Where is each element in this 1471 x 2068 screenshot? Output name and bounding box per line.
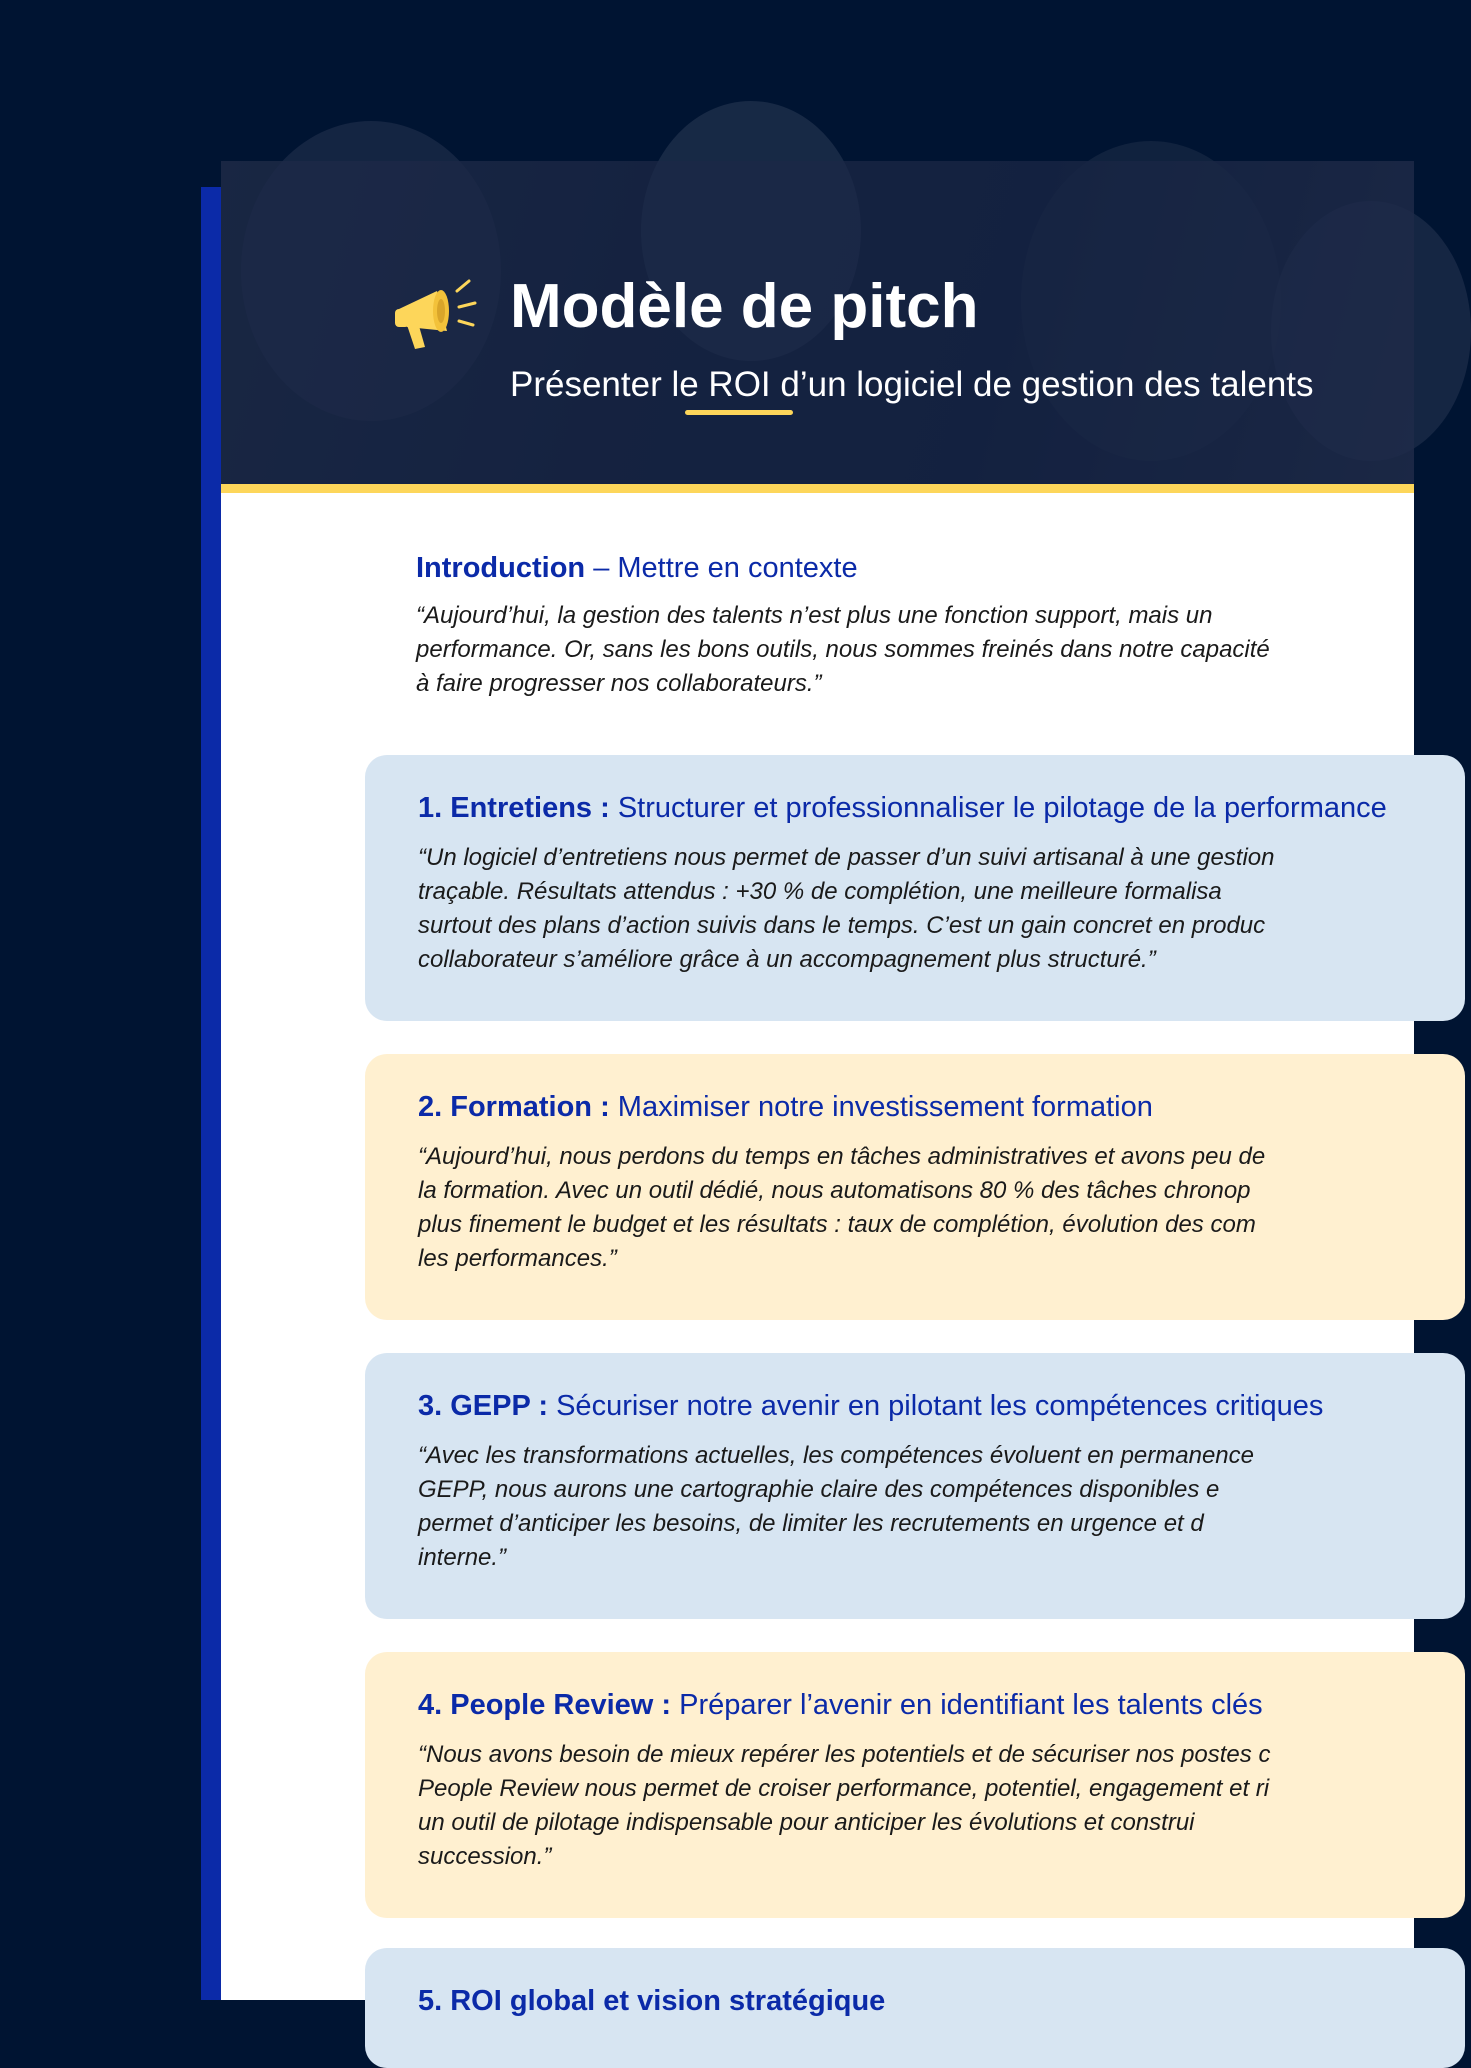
section-quote (418, 1439, 1465, 1575)
quote-line: collaborateur s’améliore grâce à un accompagnement plus structuré.” (418, 946, 1156, 973)
page-title: Modèle de pitch (510, 272, 979, 341)
quote-line: un outil de pilotage indispensable pour anticiper les évolutions et construi (418, 1809, 1195, 1836)
subtitle-underline (685, 410, 793, 415)
section-subtitle: Sécuriser notre avenir en pilotant les compétences critiques (556, 1390, 1324, 1422)
quote-line: “Un logiciel d’entretiens nous permet de passer d’un suivi artisanal à une gestion (418, 844, 1275, 871)
section-title: 5. ROI global et vision stratégique (418, 1985, 886, 2017)
section-title: 3. GEPP : (418, 1390, 549, 1422)
quote-line: plus finement le budget et les résultats : taux de complétion, évolution des com (418, 1211, 1256, 1238)
intro-title: Introduction (416, 552, 586, 584)
intro-heading (416, 552, 1416, 585)
section-title: 1. Entretiens : (418, 792, 610, 824)
quote-line: la formation. Avec un outil dédié, nous automatisons 80 % des tâches chronop (418, 1177, 1251, 1204)
hero-accent-bar (221, 484, 1414, 493)
section-quote (418, 1738, 1465, 1874)
page-accent-strip (201, 187, 222, 2000)
document-page (221, 161, 1414, 2017)
section-heading (418, 1390, 1465, 1423)
section-quote (418, 1140, 1465, 1276)
quote-line: permet d’anticiper les besoins, de limiter les recrutements en urgence et d (418, 1510, 1204, 1537)
section-heading (418, 1091, 1465, 1124)
section-card-roi-global (365, 1948, 1465, 2068)
section-card-formation (365, 1054, 1465, 1320)
section-heading (418, 1689, 1465, 1722)
page-subtitle: Présenter le ROI d’un logiciel de gestion des talents (510, 365, 1314, 404)
section-card-gepp (365, 1353, 1465, 1619)
quote-line: interne.” (418, 1544, 507, 1571)
quote-line: surtout des plans d’action suivis dans le temps. C’est un gain concret en produc (418, 912, 1266, 939)
section-title: 4. People Review : (418, 1689, 672, 1721)
quote-line: “Avec les transformations actuelles, les compétences évoluent en permanence (418, 1442, 1255, 1469)
section-subtitle: Maximiser notre investissement formation (617, 1091, 1153, 1123)
quote-line: les performances.” (418, 1245, 617, 1272)
quote-line: à faire progresser nos collaborateurs.” (416, 670, 822, 697)
hero-banner (221, 161, 1414, 484)
intro-quote (416, 599, 1416, 701)
section-subtitle: Structurer et professionnaliser le pilotage de la performance (617, 792, 1387, 824)
section-heading (418, 792, 1465, 825)
megaphone-icon (389, 269, 489, 359)
quote-line: traçable. Résultats attendus : +30 % de complétion, une meilleure formalisa (418, 878, 1222, 905)
quote-line: succession.” (418, 1843, 552, 1870)
intro-subtitle: – Mettre en contexte (593, 552, 858, 584)
quote-line: performance. Or, sans les bons outils, nous sommes freinés dans notre capacité (416, 636, 1270, 663)
section-card-people-review (365, 1652, 1465, 1918)
quote-line: GEPP, nous aurons une cartographie claire des compétences disponibles e (418, 1476, 1220, 1503)
section-heading (418, 1985, 1465, 2018)
quote-line: “Nous avons besoin de mieux repérer les potentiels et de sécuriser nos postes c (418, 1741, 1271, 1768)
intro-section (416, 552, 1416, 701)
section-quote (418, 841, 1465, 977)
section-title: 2. Formation : (418, 1091, 610, 1123)
quote-line: “Aujourd’hui, nous perdons du temps en tâches administratives et avons peu de (418, 1143, 1266, 1170)
section-card-entretiens (365, 755, 1465, 1021)
quote-line: People Review nous permet de croiser performance, potentiel, engagement et ri (418, 1775, 1270, 1802)
section-subtitle: Préparer l’avenir en identifiant les talents clés (679, 1689, 1263, 1721)
quote-line: “Aujourd’hui, la gestion des talents n’est plus une fonction support, mais un (416, 602, 1213, 629)
